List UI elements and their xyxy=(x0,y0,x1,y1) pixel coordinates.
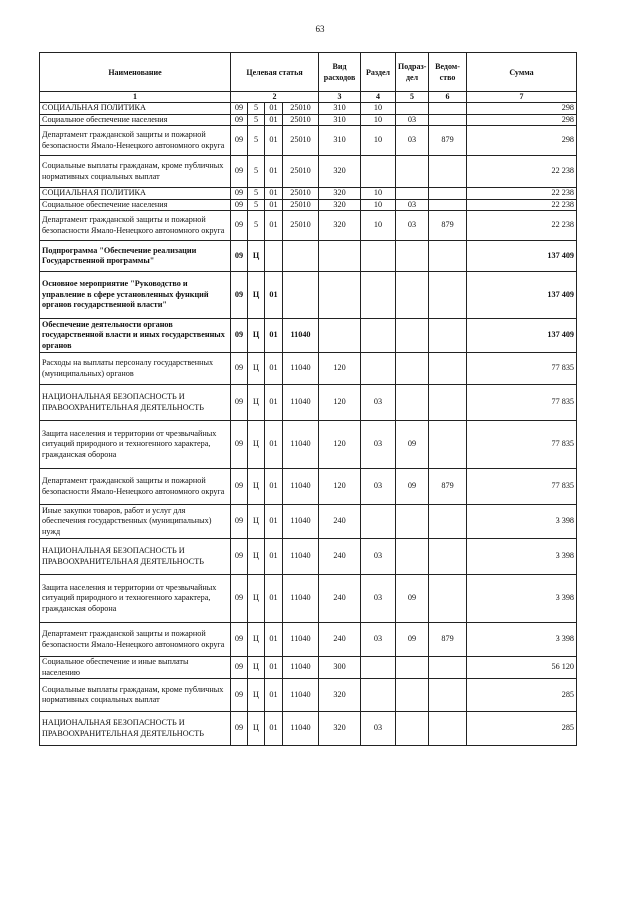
department-code xyxy=(429,114,467,126)
table-row xyxy=(40,188,577,200)
amount-value: 137 409 xyxy=(467,319,577,353)
target-code-direction: 11040 xyxy=(283,657,319,679)
column-number: 5 xyxy=(396,92,429,103)
row-name: Социальные выплаты гражданам, кроме публичных нормативных социальных выплат xyxy=(40,679,231,712)
target-code-activity xyxy=(265,241,283,272)
amount-value: 3 398 xyxy=(467,575,577,623)
subsection-code xyxy=(396,241,429,272)
expense-type-code: 120 xyxy=(319,469,361,505)
target-code-activity: 01 xyxy=(265,679,283,712)
amount-value: 22 238 xyxy=(467,211,577,241)
table-body xyxy=(40,103,577,746)
table-row xyxy=(40,272,577,319)
section-code: 03 xyxy=(361,712,396,746)
amount-value: 298 xyxy=(467,126,577,156)
target-code-subprogram: Ц xyxy=(248,679,265,712)
target-code-activity: 01 xyxy=(265,421,283,469)
target-code-program: 09 xyxy=(231,126,248,156)
target-code-program: 09 xyxy=(231,188,248,200)
expense-type-code: 310 xyxy=(319,103,361,115)
target-code-subprogram: Ц xyxy=(248,712,265,746)
target-code-subprogram: 5 xyxy=(248,156,265,188)
amount-value: 22 238 xyxy=(467,188,577,200)
target-code-activity: 01 xyxy=(265,126,283,156)
column-number: 4 xyxy=(361,92,396,103)
expense-type-code: 320 xyxy=(319,211,361,241)
row-name: Социальное обеспечение населения xyxy=(40,114,231,126)
department-code xyxy=(429,188,467,200)
department-code xyxy=(429,353,467,385)
section-code: 03 xyxy=(361,421,396,469)
expense-type-code: 320 xyxy=(319,199,361,211)
row-name: Социальное обеспечение и иные выплаты населению xyxy=(40,657,231,679)
section-code xyxy=(361,319,396,353)
subsection-code xyxy=(396,319,429,353)
department-code: 879 xyxy=(429,623,467,657)
subsection-code xyxy=(396,103,429,115)
amount-value: 137 409 xyxy=(467,272,577,319)
subsection-code xyxy=(396,272,429,319)
department-code xyxy=(429,385,467,421)
section-code: 10 xyxy=(361,199,396,211)
expense-type-code: 320 xyxy=(319,156,361,188)
amount-value: 285 xyxy=(467,679,577,712)
department-code xyxy=(429,319,467,353)
section-code: 03 xyxy=(361,385,396,421)
table-row xyxy=(40,199,577,211)
amount-value: 285 xyxy=(467,712,577,746)
row-name: Основное мероприятие "Руководство и управление в сфере установленных функций органов государственной власти" xyxy=(40,272,231,319)
target-code-program: 09 xyxy=(231,103,248,115)
subsection-code: 09 xyxy=(396,469,429,505)
target-code-subprogram: Ц xyxy=(248,469,265,505)
row-name: Иные закупки товаров, работ и услуг для обеспечения государственных (муниципальных) нужд xyxy=(40,505,231,539)
target-code-direction: 11040 xyxy=(283,712,319,746)
expense-type-code: 310 xyxy=(319,114,361,126)
target-code-subprogram: Ц xyxy=(248,657,265,679)
header-section: Раздел xyxy=(361,53,396,92)
department-code: 879 xyxy=(429,469,467,505)
target-code-subprogram: 5 xyxy=(248,126,265,156)
amount-value: 298 xyxy=(467,114,577,126)
section-code xyxy=(361,272,396,319)
target-code-activity: 01 xyxy=(265,211,283,241)
amount-value: 77 835 xyxy=(467,421,577,469)
amount-value: 3 398 xyxy=(467,505,577,539)
row-name: Обеспечение деятельности органов государственной власти и иных государственных органов xyxy=(40,319,231,353)
department-code xyxy=(429,539,467,575)
row-name: СОЦИАЛЬНАЯ ПОЛИТИКА xyxy=(40,103,231,115)
department-code xyxy=(429,156,467,188)
subsection-code xyxy=(396,712,429,746)
header-department: Ведом-ство xyxy=(429,53,467,92)
budget-table xyxy=(39,52,577,746)
row-name: СОЦИАЛЬНАЯ ПОЛИТИКА xyxy=(40,188,231,200)
target-code-activity: 01 xyxy=(265,114,283,126)
target-code-activity: 01 xyxy=(265,272,283,319)
header-subsection: Подраз-дел xyxy=(396,53,429,92)
amount-value: 56 120 xyxy=(467,657,577,679)
subsection-code xyxy=(396,505,429,539)
target-code-activity: 01 xyxy=(265,188,283,200)
row-name: Защита населения и территории от чрезвычайных ситуаций природного и техногенного характера, гражданская оборона xyxy=(40,421,231,469)
header-name: Наименование xyxy=(40,53,231,92)
target-code-program: 09 xyxy=(231,657,248,679)
target-code-direction: 11040 xyxy=(283,679,319,712)
table-row xyxy=(40,623,577,657)
expense-type-code: 320 xyxy=(319,679,361,712)
section-code: 10 xyxy=(361,188,396,200)
amount-value: 22 238 xyxy=(467,156,577,188)
amount-value: 298 xyxy=(467,103,577,115)
target-code-subprogram: Ц xyxy=(248,319,265,353)
row-name: Департамент гражданской защиты и пожарной безопасности Ямало-Ненецкого автономного округа xyxy=(40,469,231,505)
amount-value: 77 835 xyxy=(467,469,577,505)
section-code: 10 xyxy=(361,126,396,156)
row-name: Подпрограмма "Обеспечение реализации Государственной программы" xyxy=(40,241,231,272)
target-code-program: 09 xyxy=(231,241,248,272)
section-code: 03 xyxy=(361,469,396,505)
department-code xyxy=(429,505,467,539)
target-code-activity: 01 xyxy=(265,385,283,421)
table-row xyxy=(40,505,577,539)
department-code xyxy=(429,679,467,712)
section-code: 10 xyxy=(361,211,396,241)
department-code xyxy=(429,421,467,469)
subsection-code: 03 xyxy=(396,199,429,211)
expense-type-code xyxy=(319,241,361,272)
target-code-program: 09 xyxy=(231,272,248,319)
section-code xyxy=(361,241,396,272)
target-code-program: 09 xyxy=(231,575,248,623)
department-code xyxy=(429,712,467,746)
target-code-subprogram: 5 xyxy=(248,188,265,200)
subsection-code: 03 xyxy=(396,126,429,156)
expense-type-code: 240 xyxy=(319,539,361,575)
subsection-code xyxy=(396,156,429,188)
subsection-code xyxy=(396,679,429,712)
target-code-program: 09 xyxy=(231,505,248,539)
department-code xyxy=(429,199,467,211)
table-row xyxy=(40,156,577,188)
target-code-subprogram: Ц xyxy=(248,353,265,385)
target-code-program: 09 xyxy=(231,211,248,241)
target-code-direction: 11040 xyxy=(283,469,319,505)
target-code-activity: 01 xyxy=(265,319,283,353)
table-row xyxy=(40,211,577,241)
target-code-subprogram: 5 xyxy=(248,114,265,126)
expense-type-code: 120 xyxy=(319,353,361,385)
target-code-program: 09 xyxy=(231,114,248,126)
department-code xyxy=(429,575,467,623)
target-code-direction: 11040 xyxy=(283,421,319,469)
table-header-row xyxy=(40,53,577,92)
table-row xyxy=(40,114,577,126)
target-code-direction: 11040 xyxy=(283,353,319,385)
target-code-subprogram: Ц xyxy=(248,241,265,272)
target-code-subprogram: Ц xyxy=(248,505,265,539)
section-code xyxy=(361,156,396,188)
target-code-activity: 01 xyxy=(265,199,283,211)
department-code xyxy=(429,657,467,679)
table-row xyxy=(40,353,577,385)
target-code-activity: 01 xyxy=(265,712,283,746)
subsection-code xyxy=(396,353,429,385)
column-number-row xyxy=(40,92,577,103)
target-code-subprogram: Ц xyxy=(248,575,265,623)
subsection-code: 03 xyxy=(396,211,429,241)
target-code-direction: 25010 xyxy=(283,199,319,211)
department-code: 879 xyxy=(429,126,467,156)
row-name: Департамент гражданской защиты и пожарной безопасности Ямало-Ненецкого автономного округа xyxy=(40,623,231,657)
expense-type-code: 240 xyxy=(319,575,361,623)
table-row xyxy=(40,679,577,712)
target-code-subprogram: Ц xyxy=(248,272,265,319)
column-number: 1 xyxy=(40,92,231,103)
expense-type-code xyxy=(319,319,361,353)
target-code-direction: 11040 xyxy=(283,385,319,421)
section-code xyxy=(361,679,396,712)
target-code-direction: 11040 xyxy=(283,623,319,657)
subsection-code xyxy=(396,539,429,575)
section-code: 10 xyxy=(361,103,396,115)
target-code-subprogram: 5 xyxy=(248,199,265,211)
target-code-program: 09 xyxy=(231,469,248,505)
target-code-direction: 25010 xyxy=(283,156,319,188)
row-name: Расходы на выплаты персоналу государственных (муниципальных) органов xyxy=(40,353,231,385)
column-number: 3 xyxy=(319,92,361,103)
section-code xyxy=(361,657,396,679)
row-name: Департамент гражданской защиты и пожарной безопасности Ямало-Ненецкого автономного округа xyxy=(40,211,231,241)
target-code-direction xyxy=(283,241,319,272)
target-code-subprogram: Ц xyxy=(248,539,265,575)
section-code: 03 xyxy=(361,575,396,623)
department-code xyxy=(429,103,467,115)
row-name: НАЦИОНАЛЬНАЯ БЕЗОПАСНОСТЬ И ПРАВООХРАНИТЕЛЬНАЯ ДЕЯТЕЛЬНОСТЬ xyxy=(40,385,231,421)
expense-type-code: 120 xyxy=(319,385,361,421)
header-amount: Сумма xyxy=(467,53,577,92)
column-number: 6 xyxy=(429,92,467,103)
section-code xyxy=(361,505,396,539)
target-code-subprogram: 5 xyxy=(248,103,265,115)
row-name: Социальные выплаты гражданам, кроме публичных нормативных социальных выплат xyxy=(40,156,231,188)
target-code-subprogram: 5 xyxy=(248,211,265,241)
target-code-direction: 25010 xyxy=(283,126,319,156)
table-row xyxy=(40,103,577,115)
target-code-activity: 01 xyxy=(265,539,283,575)
subsection-code: 09 xyxy=(396,575,429,623)
subsection-code xyxy=(396,385,429,421)
target-code-program: 09 xyxy=(231,199,248,211)
target-code-activity: 01 xyxy=(265,353,283,385)
target-code-program: 09 xyxy=(231,353,248,385)
target-code-direction: 11040 xyxy=(283,319,319,353)
target-code-direction: 11040 xyxy=(283,505,319,539)
target-code-program: 09 xyxy=(231,712,248,746)
header-target-article: Целевая статья xyxy=(231,53,319,92)
amount-value: 22 238 xyxy=(467,199,577,211)
subsection-code: 03 xyxy=(396,114,429,126)
target-code-program: 09 xyxy=(231,319,248,353)
section-code: 03 xyxy=(361,539,396,575)
target-code-program: 09 xyxy=(231,623,248,657)
row-name: Защита населения и территории от чрезвычайных ситуаций природного и техногенного характера, гражданская оборона xyxy=(40,575,231,623)
subsection-code: 09 xyxy=(396,421,429,469)
row-name: НАЦИОНАЛЬНАЯ БЕЗОПАСНОСТЬ И ПРАВООХРАНИТЕЛЬНАЯ ДЕЯТЕЛЬНОСТЬ xyxy=(40,712,231,746)
department-code xyxy=(429,272,467,319)
target-code-activity: 01 xyxy=(265,657,283,679)
target-code-program: 09 xyxy=(231,421,248,469)
expense-type-code: 310 xyxy=(319,126,361,156)
page-number: 63 xyxy=(315,24,325,34)
amount-value: 3 398 xyxy=(467,539,577,575)
target-code-activity: 01 xyxy=(265,103,283,115)
amount-value: 137 409 xyxy=(467,241,577,272)
row-name: Департамент гражданской защиты и пожарной безопасности Ямало-Ненецкого автономного округа xyxy=(40,126,231,156)
target-code-activity: 01 xyxy=(265,505,283,539)
table-row xyxy=(40,469,577,505)
subsection-code: 09 xyxy=(396,623,429,657)
expense-type-code: 320 xyxy=(319,712,361,746)
table-row xyxy=(40,319,577,353)
expense-type-code xyxy=(319,272,361,319)
row-name: НАЦИОНАЛЬНАЯ БЕЗОПАСНОСТЬ И ПРАВООХРАНИТЕЛЬНАЯ ДЕЯТЕЛЬНОСТЬ xyxy=(40,539,231,575)
expense-type-code: 320 xyxy=(319,188,361,200)
amount-value: 3 398 xyxy=(467,623,577,657)
target-code-direction: 11040 xyxy=(283,539,319,575)
section-code xyxy=(361,353,396,385)
subsection-code xyxy=(396,188,429,200)
expense-type-code: 300 xyxy=(319,657,361,679)
target-code-activity: 01 xyxy=(265,469,283,505)
amount-value: 77 835 xyxy=(467,385,577,421)
table-row xyxy=(40,657,577,679)
target-code-direction: 25010 xyxy=(283,103,319,115)
department-code: 879 xyxy=(429,211,467,241)
target-code-program: 09 xyxy=(231,679,248,712)
column-number: 7 xyxy=(467,92,577,103)
target-code-direction: 25010 xyxy=(283,211,319,241)
table-row xyxy=(40,539,577,575)
target-code-subprogram: Ц xyxy=(248,421,265,469)
expense-type-code: 240 xyxy=(319,623,361,657)
target-code-activity: 01 xyxy=(265,156,283,188)
table-row xyxy=(40,385,577,421)
department-code xyxy=(429,241,467,272)
target-code-program: 09 xyxy=(231,156,248,188)
table-row xyxy=(40,126,577,156)
table-row xyxy=(40,421,577,469)
target-code-program: 09 xyxy=(231,539,248,575)
expense-type-code: 240 xyxy=(319,505,361,539)
target-code-direction xyxy=(283,272,319,319)
table-row xyxy=(40,575,577,623)
row-name: Социальное обеспечение населения xyxy=(40,199,231,211)
target-code-direction: 25010 xyxy=(283,188,319,200)
target-code-activity: 01 xyxy=(265,575,283,623)
table-row xyxy=(40,712,577,746)
target-code-activity: 01 xyxy=(265,623,283,657)
target-code-direction: 25010 xyxy=(283,114,319,126)
target-code-subprogram: Ц xyxy=(248,623,265,657)
expense-type-code: 120 xyxy=(319,421,361,469)
table-row xyxy=(40,241,577,272)
section-code: 10 xyxy=(361,114,396,126)
amount-value: 77 835 xyxy=(467,353,577,385)
target-code-direction: 11040 xyxy=(283,575,319,623)
column-number: 2 xyxy=(231,92,319,103)
header-expense-type: Вид расходов xyxy=(319,53,361,92)
target-code-program: 09 xyxy=(231,385,248,421)
section-code: 03 xyxy=(361,623,396,657)
target-code-subprogram: Ц xyxy=(248,385,265,421)
subsection-code xyxy=(396,657,429,679)
